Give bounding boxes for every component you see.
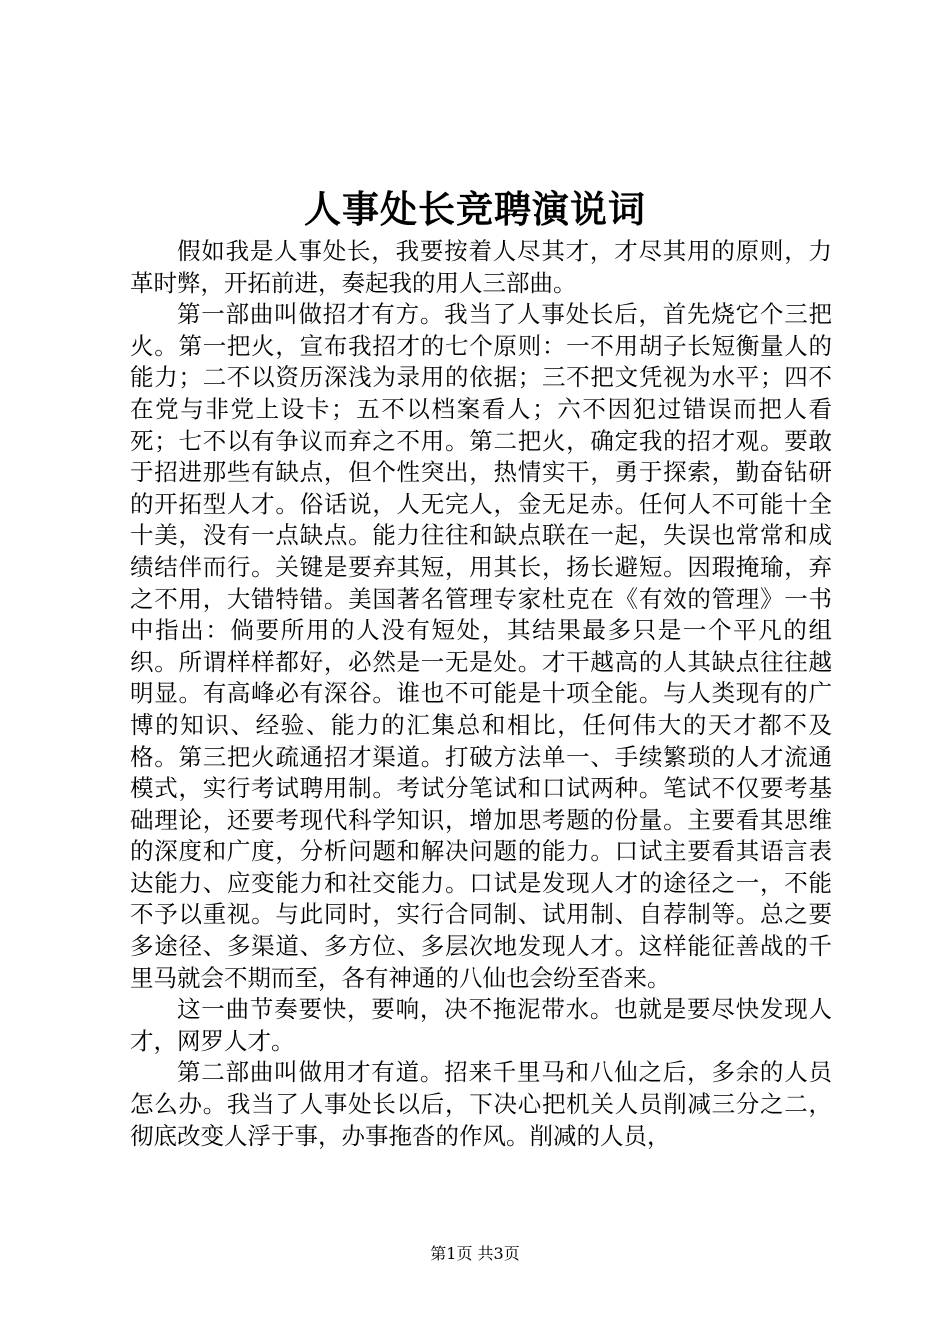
paragraph: 假如我是人事处长，我要按着人尽其才，才尽其用的原则，力革时弊，开拓前进，奏起我的用人三部曲。 [130, 237, 832, 297]
document-body [130, 236, 832, 1152]
page-number-footer: 第1页 共3页 [430, 1244, 520, 1263]
document-title: 人事处长竞聘演说词 [304, 187, 646, 231]
paragraph: 第一部曲叫做招才有方。我当了人事处长后，首先烧它个三把火。第一把火，宣布我招才的七个原则：一不用胡子长短衡量人的能力；二不以资历深浅为录用的依据；三不把文凭视为水平；四不在党与非党上设卡；五不以档案看人；六不因犯过错误而把人看死；七不以有争议而弃之不用。第二把火，确定我的招才观。要敢于招进那些有缺点，但个性突出，热情实干，勇于探索，勤奋钻研的开拓型人才。俗话说，人无完人，金无足赤。任何人不可能十全十美，没有一点缺点。能力往往和缺点联在一起，失误也常常和成绩结伴而行。关键是要弃其短，用其长，扬长避短。因瑕掩瑜，弃之不用，大错特错。美国著名管理专家杜克在《有效的管理》一书中指出：倘要所用的人没有短处，其结果最多只是一个平凡的组织。所谓样样都好，必然是一无是处。才干越高的人其缺点往往越明显。有高峰必有深谷。谁也不可能是十项全能。与人类现有的广博的知识、经验、能力的汇集总和相比，任何伟大的天才都不及格。第三把火疏通招才渠道。打破方法单一、手续繁琐的人才流通模式，实行考试聘用制。考试分笔试和口试两种。笔试不仅要考基础理论，还要考现代科学知识，增加思考题的份量。主要看其思维的深度和广度，分析问题和解决问题的能力。口试主要看其语言表达能力、应变能力和社交能力。口试是发现人才的途径之一，不能不予以重视。与此同时，实行合同制、试用制、自荐制等。总之要多途径、多渠道、多方位、多层次地发现人才。这样能征善战的千里马就会不期而至，各有神通的八仙也会纷至沓来。 [130, 300, 832, 992]
paragraph: 第二部曲叫做用才有道。招来千里马和八仙之后，多余的人员怎么办。我当了人事处长以后，下决心把机关人员削减三分之二，彻底改变人浮于事，办事拖沓的作风。削减的人员， [130, 1058, 832, 1150]
paragraph: 这一曲节奏要快，要响，决不拖泥带水。也就是要尽快发现人才，网罗人才。 [130, 995, 832, 1055]
